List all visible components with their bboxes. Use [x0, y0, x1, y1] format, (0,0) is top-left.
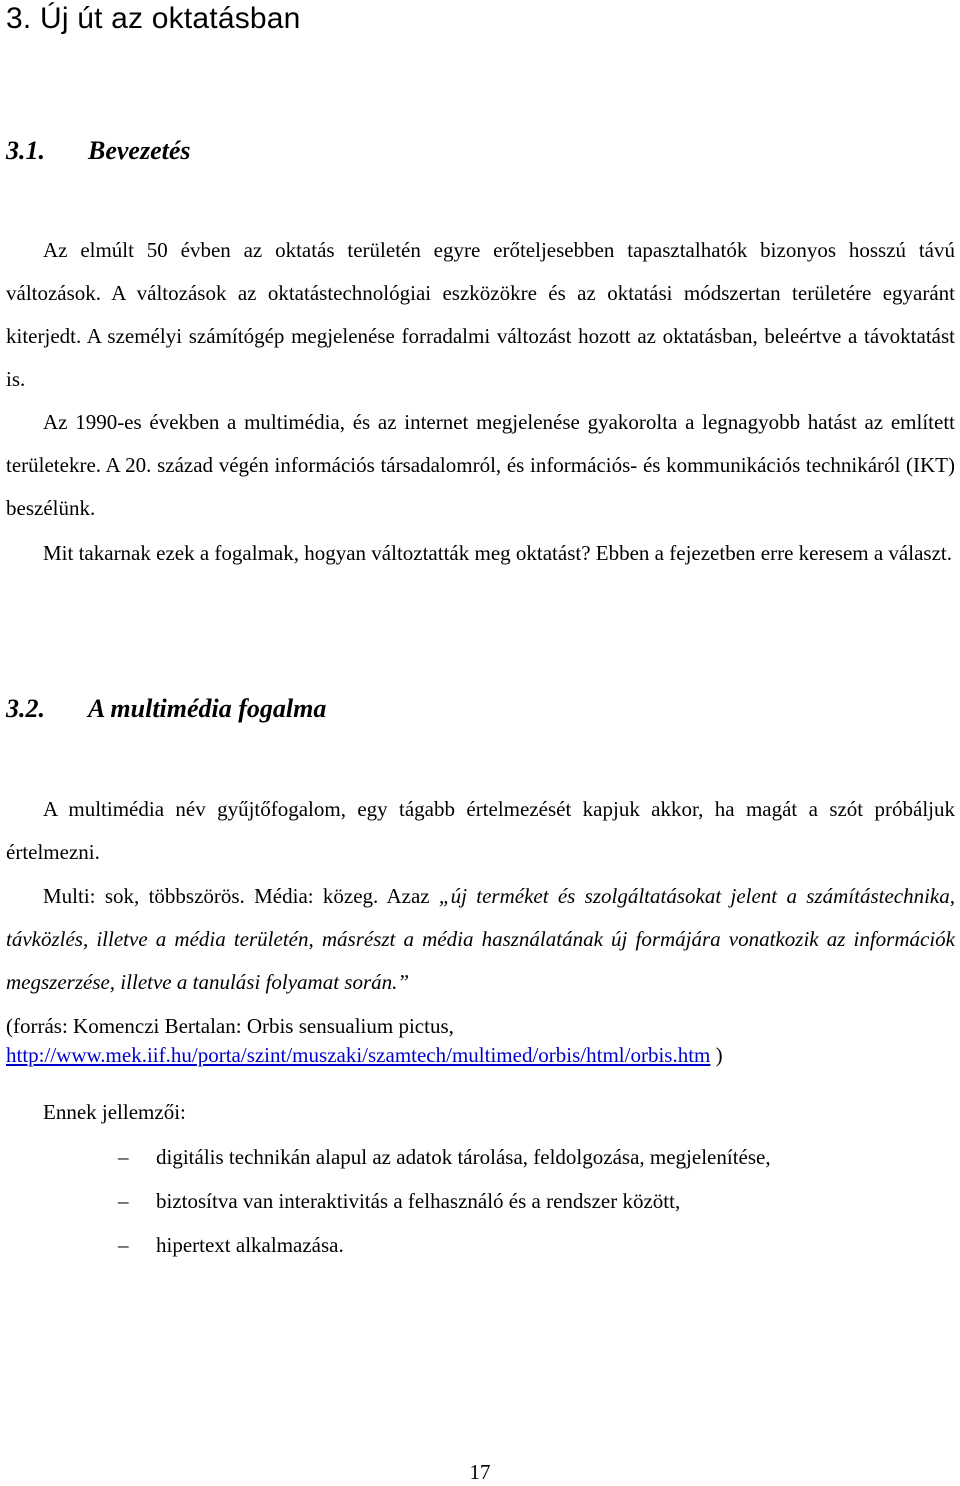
list-item-text: hipertext alkalmazása. [156, 1233, 344, 1257]
intro-paragraph-3: Mit takarnak ezek a fogalmak, hogyan változtatták meg oktatást? Ebben a fejezetben erre keresem a választ. [43, 541, 952, 565]
features-label: Ennek jellemzői: [43, 1100, 186, 1124]
dash-bullet: – [118, 1189, 129, 1213]
section-heading-introduction [6, 136, 191, 166]
intro-paragraph-1: Az elmúlt 50 évben az oktatás területén egyre erőteljesebben tapasztalhatók bizonyos hosszú távú változások. A változások az oktatástechnológiai eszközökre és az oktatási módszertan területére egyaránt kiterjedt. A személyi számítógép megjelenése forradalmi változást hozott az oktatásban, beleértve a távoktatást is. [6, 238, 955, 391]
page-number: 17 [469, 1460, 491, 1484]
intro-paragraph-2: Az 1990-es években a multimédia, és az internet megjelenése gyakorolta a legnagyobb hatást az említett területekre. A 20. század végén információs társadalomról, és információs- és kommunikációs technikáról (IKT) beszélünk. [6, 410, 955, 520]
section-number: 3.1. [6, 136, 45, 165]
list-item [0, 1179, 940, 1223]
dash-bullet: – [118, 1145, 129, 1169]
section-number: 3.2. [6, 694, 45, 723]
definition-lead: Multi: sok, többszörös. Média: közeg. Azaz [43, 884, 439, 908]
source-suffix: ) [710, 1043, 723, 1067]
list-item-text: digitális technikán alapul az adatok tárolása, feldolgozása, megjelenítése, [156, 1145, 771, 1169]
source-prefix: (forrás: Komenczi Bertalan: Orbis sensualium pictus, [6, 1014, 454, 1038]
multimedia-paragraph-1: A multimédia név gyűjtőfogalom, egy tágabb értelmezését kapjuk akkor, ha magát a szót próbáljuk értelmezni. [6, 797, 955, 864]
source-citation [6, 1012, 955, 1070]
section-title: Bevezetés [88, 136, 191, 165]
section-title: A multimédia fogalma [88, 694, 327, 723]
definition-quote: „új terméket és szolgáltatásokat jelent a számítástechnika, távközlés, illetve a média területén, másrészt a média használatának új formájára vonatkozik az információk megszerzése, illetve a tanulási folyamat során.” [6, 884, 955, 994]
chapter-title: 3. Új út az oktatásban [6, 2, 301, 35]
source-link[interactable]: http://www.mek.iif.hu/porta/szint/muszaki/szamtech/multimed/orbis/html/orbis.htm [6, 1043, 711, 1067]
dash-bullet: – [118, 1233, 129, 1257]
features-list [0, 1135, 940, 1267]
list-item-text: biztosítva van interaktivitás a felhasználó és a rendszer között, [156, 1189, 681, 1213]
multimedia-definition [6, 875, 955, 1004]
list-item [0, 1223, 940, 1267]
list-item [0, 1135, 940, 1179]
section-heading-multimedia [6, 694, 326, 724]
